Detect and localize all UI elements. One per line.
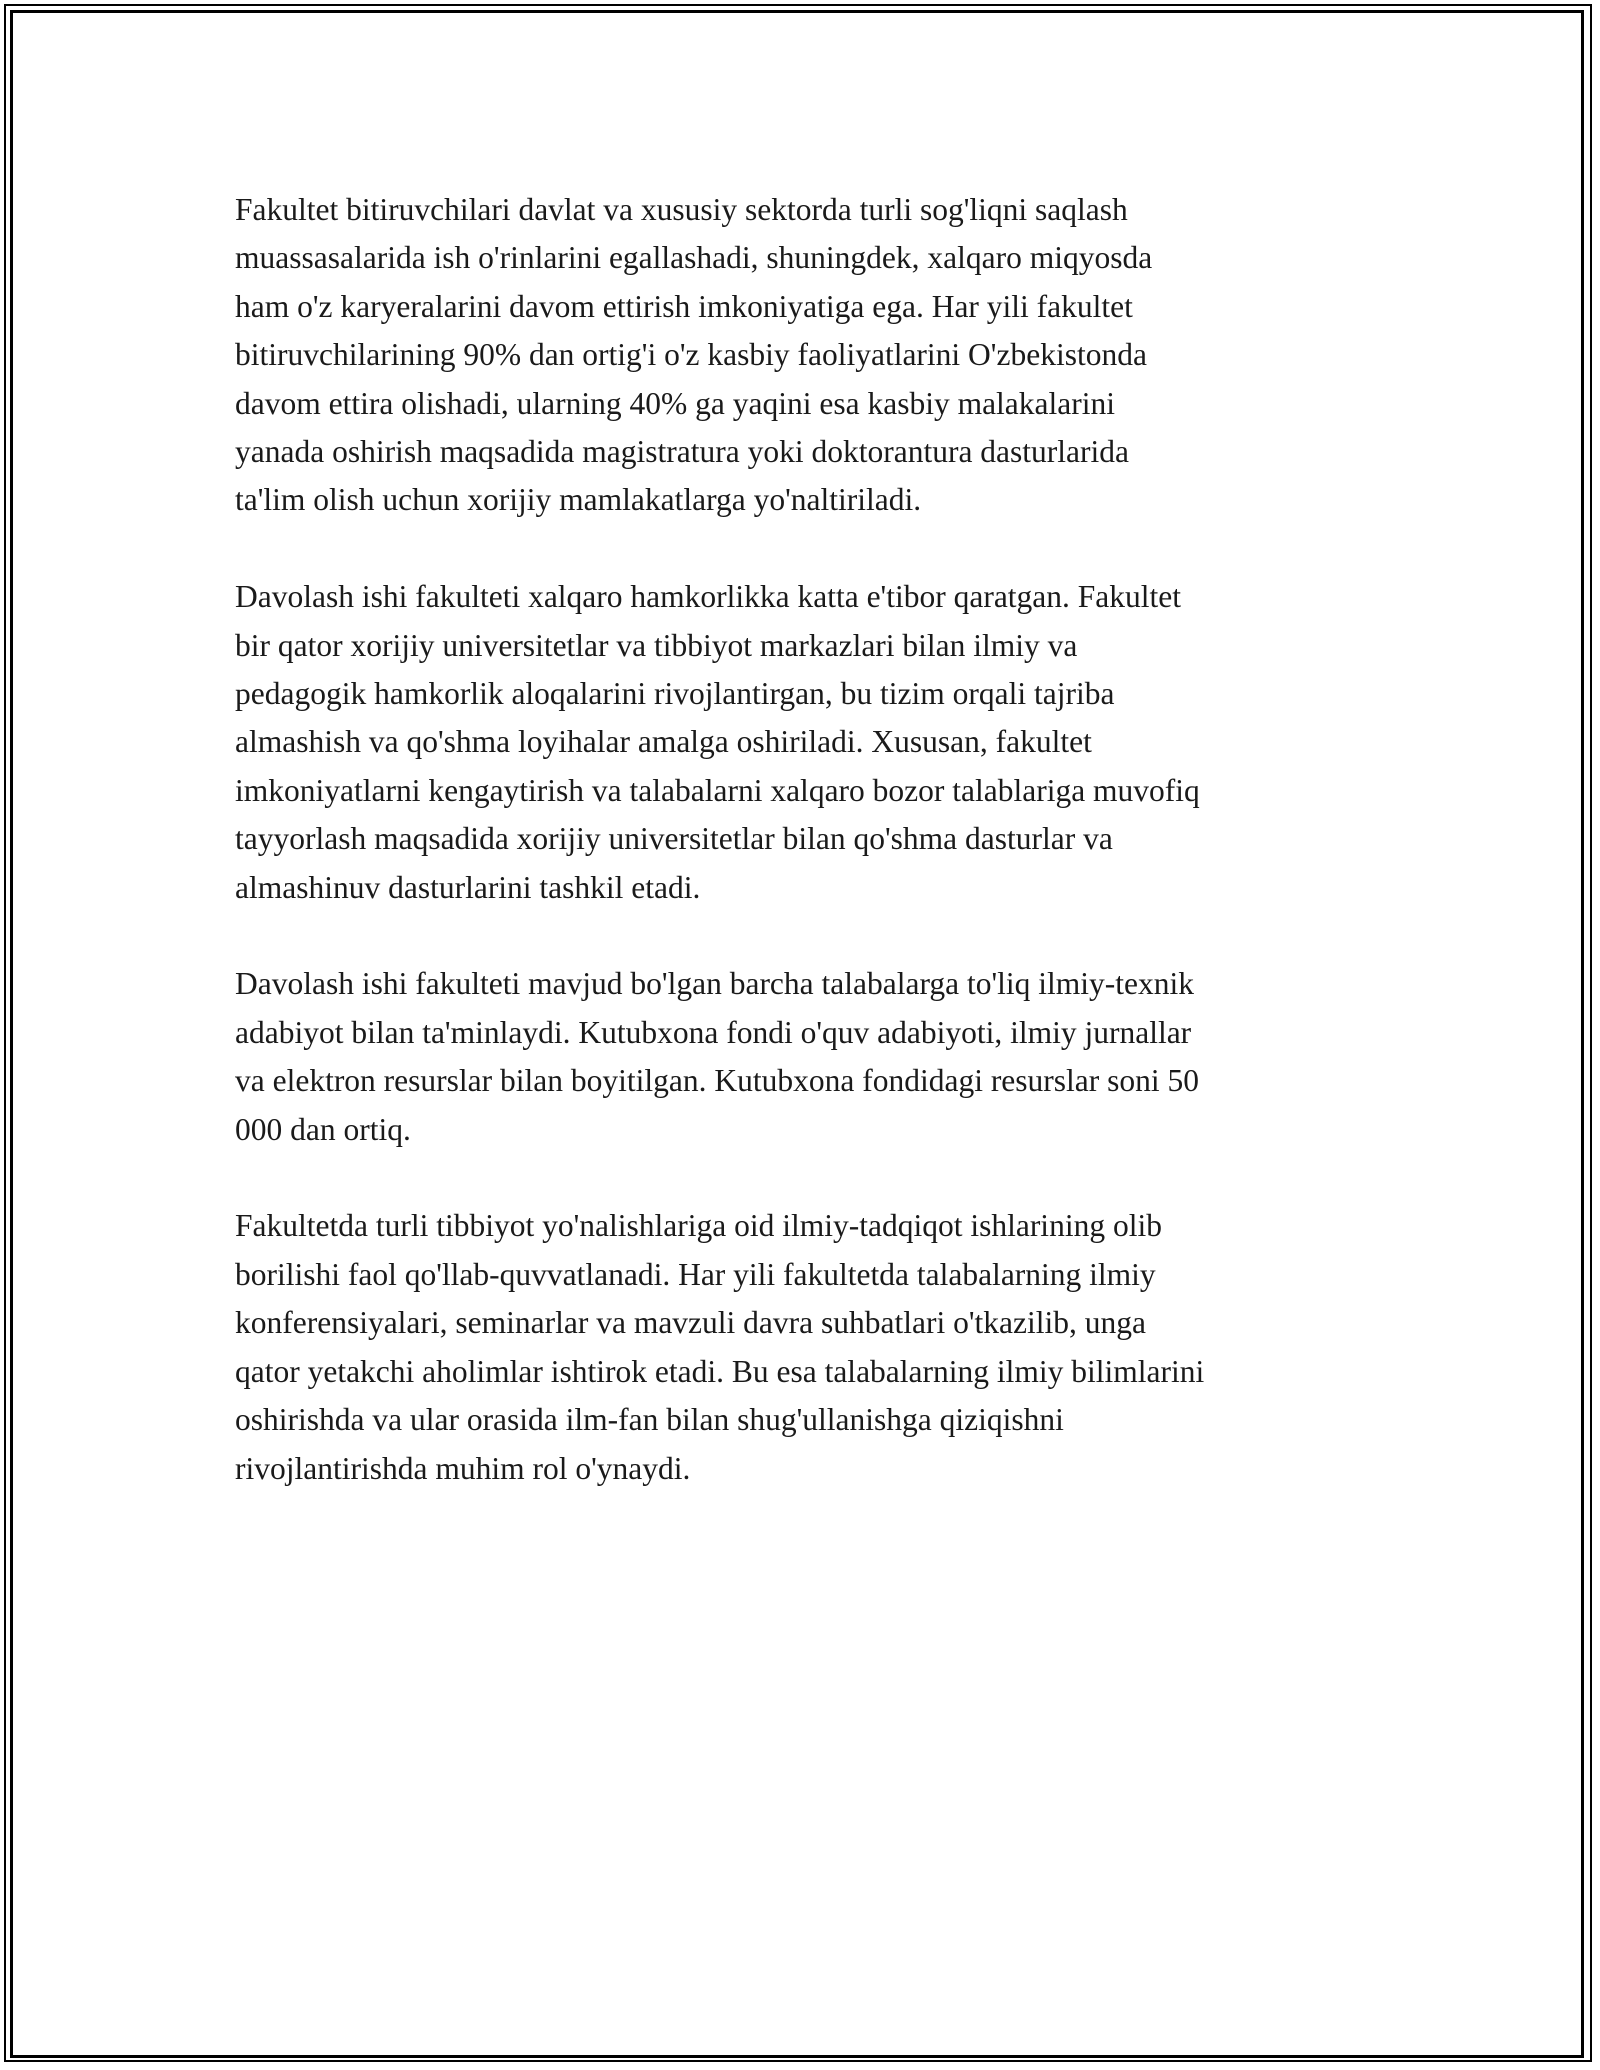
paragraph-graduates: Fakultet bitiruvchilari davlat va xususiy sektorda turli sog'liqni saqlash muassasalarida ish o'rinlarini egallashadi, shuningdek, xalqaro miqyosda ham o'z karyeralarini davom ettirish imkoniyatiga ega. Har yili fakultet bitiruvchilarining 90% dan ortig'i o'z kasbiy faoliyatlarini O'zbekistonda davom ettira olishadi, ularning 40% ga yaqini esa kasbiy malakalarini yanada oshirish maqsadida magistratura yoki doktorantura dasturlarida ta'lim olish uchun xorijiy mamlakatlarga yo'naltiriladi. [235, 192, 1153, 518]
paragraph-research: Fakultetda turli tibbiyot yo'nalishlariga oid ilmiy-tadqiqot ishlarining olib borilishi faol qo'llab-quvvatlanadi. Har yili fakultetda talabalarning ilmiy konferensiyalari, seminarlar va mavzuli davra suhbatlari o'tkazilib, unga qator yetakchi aholimlar ishtirok etadi. Bu esa talabalarning ilmiy bilimlarini oshirishda va ular orasida ilm-fan bilan shug'ullanishga qiziqishni rivojlantirishda muhim rol o'ynaydi. [235, 1208, 1205, 1486]
paragraph-international-cooperation: Davolash ishi fakulteti xalqaro hamkorlikka katta e'tibor qaratgan. Fakultet bir qator xorijiy universitetlar va tibbiyot markazlari bilan ilmiy va pedagogik hamkorlik aloqalarini rivojlantirgan, bu tizim orqali tajriba almashish va qo'shma loyihalar amalga oshiriladi. Xususan, fakultet imkoniyatlarni kengaytirish va talabalarni xalqaro bozor talablariga muvofiq tayyorlash maqsadida xorijiy universitetlar bilan qo'shma dasturlar va almashinuv dasturlarini tashkil etadi. [235, 579, 1200, 905]
document-body [235, 186, 1395, 1541]
paragraph-library: Davolash ishi fakulteti mavjud bo'lgan barcha talabalarga to'liq ilmiy-texnik adabiyot bilan ta'minlaydi. Kutubxona fondi o'quv adabiyoti, ilmiy jurnallar va elektron resurslar bilan boyitilgan. Kutubxona fondidagi resurslar soni 50 000 dan ortiq. [235, 966, 1200, 1147]
